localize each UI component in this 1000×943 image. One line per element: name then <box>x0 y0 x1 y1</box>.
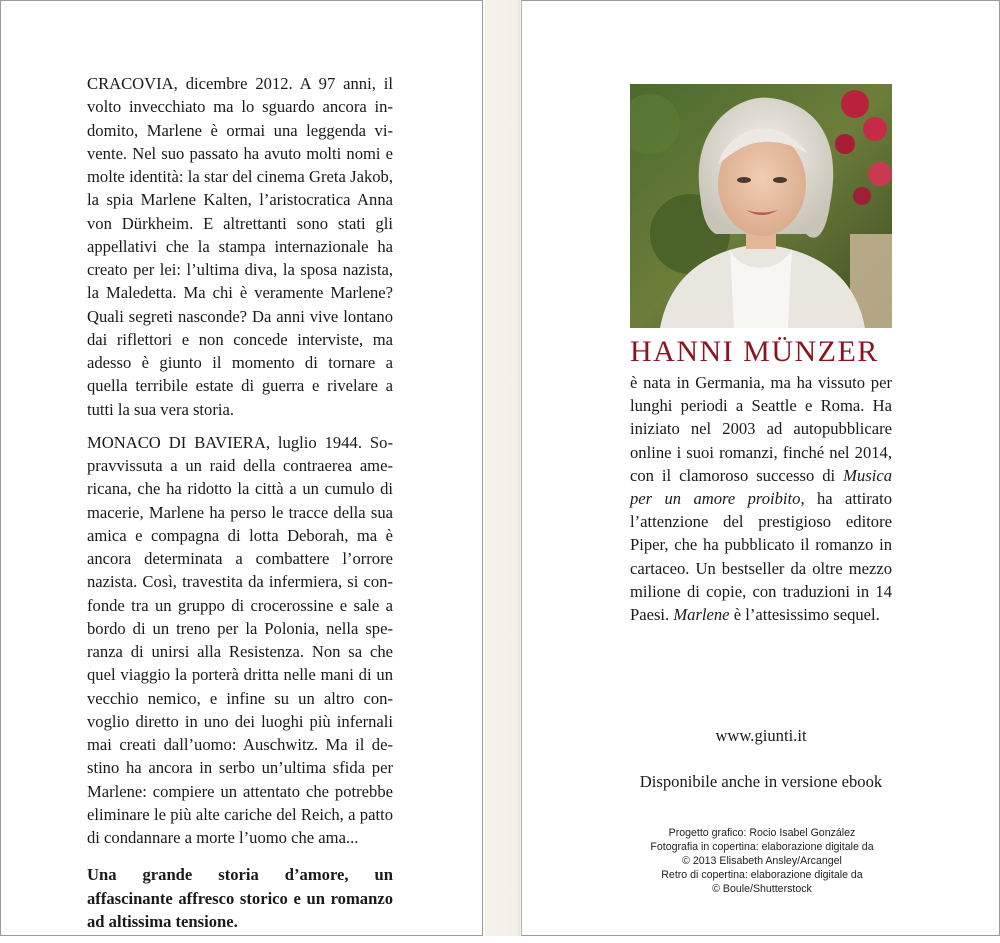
publisher-website[interactable]: www.giunti.it <box>715 726 807 745</box>
author-bio <box>630 371 892 626</box>
bio-book-title-1: Musica per un amore proibito <box>630 465 892 509</box>
credit-line: Progetto grafico: Rocio Isabel González <box>668 827 856 839</box>
author-portrait-image <box>630 84 892 328</box>
synopsis-column <box>87 72 393 943</box>
synopsis-paragraph-1: CRACOVIA, dicembre 2012. A 97 anni, il volto invecchiato ma lo sguardo ancora indomito, Marlene è ormai una leggenda vivente. Nel suo passato ha avuto molti nomi e molte identità: la star del cinema Greta Jakob, la spia Marlene Kalten, l’aristocratica Anna von Dürkheim. E altrettanti sono stati gli appellativi che la stampa internazionale ha creato per lei: l’ultima diva, la sposa nazista, la Maledetta. Ma chi è veramente Marlene? Quali segreti nasconde? Da anni vive lontano dai riflettori e non concede interviste, ma adesso è giunto il momento di tornare a quella terribile estate di guerra e rivelare a tutti la sua vera storia. <box>87 74 393 419</box>
credit-line: Retro di copertina: elaborazione digitale da <box>661 869 863 881</box>
credit-line: Fotografia in copertina: elaborazione digitale da <box>650 841 874 853</box>
bio-text-3: è l’attesissimo sequel. <box>729 605 880 625</box>
author-photo <box>630 84 892 328</box>
synopsis-closing: Una grande storia d’amore, un affascinante affresco storico e un romanzo ad altissima tensione. <box>87 865 393 931</box>
bio-text-2: , ha attirato l’attenzione del prestigioso editore Piper, che ha pubblicato il romanzo in cartaceo. Un bestseller da oltre mezzo milione di copie, con traduzioni in 14 Paesi. <box>630 489 892 625</box>
bio-text-1: è nata in Germania, ma ha vissuto per lunghi periodi a Seattle e Roma. Ha iniziato nel 2003 ad autopubblicare online i suoi romanzi, finché nel 2014, con il clamoroso successo di <box>630 373 892 485</box>
bio-book-title-2: Marlene <box>673 605 730 625</box>
credit-line: © 2013 Elisabeth Ansley/Arcangel <box>682 855 842 867</box>
jacket-fold <box>482 0 522 936</box>
credit-line: © Boule/Shutterstock <box>712 883 812 895</box>
author-name: HANNI MÜNZER <box>630 335 879 368</box>
synopsis-paragraph-2: MONACO DI BAVIERA, luglio 1944. Sopravvissuta a un raid della contraerea americana, che ha ridotto la città a un cumulo di macerie, Marlene ha perso le tracce della sua amica e compagna di lotta Deborah, ma è ancora determinata a combattere l’orrore nazista. Così, travestita da infermiera, si confonde tra un gruppo di crocerossine e sale a bordo di un treno per la Polonia, nella speranza di unirsi alla Resistenza. Non sa che quel viaggio la porterà dritta nelle mani di un vecchio nemico, e infine su un altro convoglio diretto in uno dei luoghi più infernali mai creati dall’uomo: Auschwitz. Ma il destino ha ancora in serbo un’ultima sfida per Marlene: compiere un attentato che potrebbe eliminare le più alte cariche del Reich, a patto di condannare a morte l’uomo che ama... <box>87 432 393 847</box>
credits-block <box>640 826 884 896</box>
ebook-availability-note: Disponibile anche in versione ebook <box>639 772 883 791</box>
